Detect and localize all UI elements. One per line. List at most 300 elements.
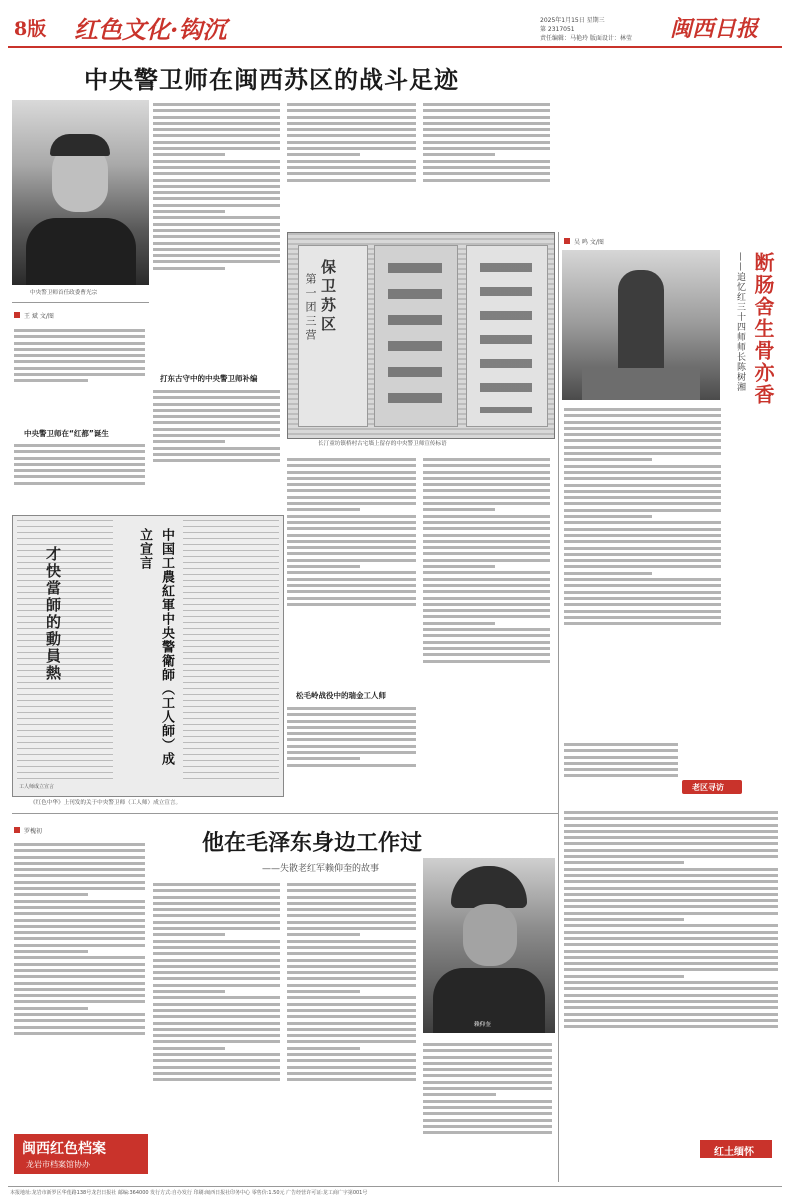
text-line xyxy=(14,354,145,357)
text-line xyxy=(564,762,678,765)
text-line xyxy=(564,559,721,562)
text-line xyxy=(14,931,145,934)
text-line xyxy=(423,1119,552,1122)
text-line xyxy=(287,527,416,530)
text-line xyxy=(423,153,495,156)
text-line xyxy=(564,950,778,953)
text-line xyxy=(14,874,145,877)
text-line xyxy=(153,122,280,125)
text-line xyxy=(423,1068,552,1071)
slogan-photo-caption: 长汀童坊镇桥村古宅墙上留存的中央警卫师宣传标语 xyxy=(318,441,447,447)
memorial-photo xyxy=(562,250,720,400)
text-line xyxy=(14,849,145,852)
footer-text: 本报地址:龙岩市新罗区华莲路138号龙岩日报社 邮编:364000 发行方式:自办发行 印刷:闽西日报社印务中心 零售价:1.50元 广告经营许可证:龙工商广字第001号 xyxy=(10,1190,368,1196)
text-line xyxy=(14,348,145,351)
text-line xyxy=(564,774,678,777)
text-line xyxy=(287,179,416,182)
text-line xyxy=(287,508,360,511)
text-line xyxy=(287,751,416,754)
text-line xyxy=(14,956,145,959)
text-line xyxy=(564,893,778,896)
text-line xyxy=(287,1034,416,1037)
scan-right-column xyxy=(183,520,279,780)
text-line xyxy=(287,908,416,911)
memory-badge xyxy=(700,1140,772,1158)
text-line xyxy=(153,147,280,150)
text-line xyxy=(153,927,280,930)
scan-headline: 中国工農紅軍中央警衛師（工人師）成立宣言 xyxy=(137,528,174,766)
text-line xyxy=(153,1015,280,1018)
text-line xyxy=(287,597,416,600)
text-line xyxy=(287,147,416,150)
text-line xyxy=(14,893,88,896)
text-line xyxy=(564,842,778,845)
article1-col3-text-c xyxy=(287,704,419,799)
text-line xyxy=(287,141,416,144)
text-line xyxy=(564,496,721,499)
text-line xyxy=(564,912,778,915)
text-line xyxy=(423,660,550,663)
text-line xyxy=(287,477,416,480)
text-line xyxy=(564,743,678,746)
text-line xyxy=(423,471,550,474)
text-line xyxy=(153,1040,280,1043)
article1-col1-text xyxy=(14,326,148,418)
text-line xyxy=(153,141,280,144)
text-line xyxy=(287,515,416,518)
text-line xyxy=(423,571,550,574)
text-line xyxy=(287,1066,416,1069)
footer-rule xyxy=(8,1186,782,1187)
text-line xyxy=(564,465,721,468)
text-line xyxy=(564,534,721,537)
text-line xyxy=(423,1081,552,1084)
text-line xyxy=(153,421,280,424)
soldier-photo xyxy=(423,858,555,1033)
slogan-line-2: 第一团三营 xyxy=(304,273,317,343)
text-line xyxy=(423,540,550,543)
article1-col4-text-b xyxy=(423,455,553,765)
text-line xyxy=(14,342,145,345)
text-line xyxy=(153,428,280,431)
text-line xyxy=(153,242,280,245)
text-line xyxy=(423,1112,552,1115)
text-line xyxy=(287,902,416,905)
text-line xyxy=(153,984,280,987)
text-line xyxy=(153,940,280,943)
text-line xyxy=(564,874,778,877)
text-line xyxy=(153,390,280,393)
text-line xyxy=(287,116,416,119)
text-line xyxy=(287,1015,416,1018)
text-line xyxy=(564,414,721,417)
text-line xyxy=(287,1040,416,1043)
text-line xyxy=(423,147,550,150)
text-line xyxy=(14,1000,145,1003)
text-line xyxy=(564,502,721,505)
text-line xyxy=(14,1032,145,1035)
article3-col1-text xyxy=(14,840,148,1130)
text-line xyxy=(287,552,416,555)
text-line xyxy=(14,975,145,978)
page-number: 8版 xyxy=(14,18,47,40)
scan-left-column xyxy=(17,520,113,780)
text-line xyxy=(153,908,280,911)
text-line xyxy=(153,134,280,137)
text-line xyxy=(564,446,721,449)
text-line xyxy=(423,1093,496,1096)
text-line xyxy=(564,981,778,984)
text-line xyxy=(423,559,550,562)
archive-badge-title: 闽西红色档案 xyxy=(22,1141,106,1157)
text-line xyxy=(287,984,416,987)
text-line xyxy=(14,329,145,332)
text-line xyxy=(564,540,721,543)
text-line xyxy=(564,616,721,619)
text-line xyxy=(153,434,280,437)
text-line xyxy=(287,172,416,175)
text-line xyxy=(287,502,416,505)
text-line xyxy=(564,477,721,480)
text-line xyxy=(287,952,416,955)
text-line xyxy=(153,902,280,905)
text-line xyxy=(14,1013,145,1016)
text-line xyxy=(14,457,145,460)
editors-line: 责任编辑：马艳玲 版面设计：林莹 xyxy=(540,35,632,42)
article2-text-c xyxy=(564,808,782,1138)
text-line xyxy=(287,713,416,716)
text-line xyxy=(287,134,416,137)
text-line xyxy=(153,248,280,251)
text-line xyxy=(287,726,416,729)
article3-col4-text xyxy=(423,1040,555,1185)
article1-col2-text xyxy=(153,100,283,355)
text-line xyxy=(287,732,416,735)
text-line xyxy=(564,861,684,864)
article1-col2-text-b xyxy=(153,387,283,507)
text-line xyxy=(564,553,721,556)
text-line xyxy=(287,109,416,112)
text-line xyxy=(14,963,145,966)
revisit-badge xyxy=(682,780,742,794)
text-line xyxy=(287,959,416,962)
text-line xyxy=(423,647,550,650)
text-line xyxy=(153,396,280,399)
text-line xyxy=(153,914,280,917)
article2-title: 断肠舍生骨亦香 xyxy=(751,252,775,406)
text-line xyxy=(287,160,416,163)
text-line xyxy=(564,811,778,814)
text-line xyxy=(287,540,416,543)
text-line xyxy=(423,109,550,112)
text-line xyxy=(423,609,550,612)
text-line xyxy=(153,254,280,257)
article1-col3-text xyxy=(287,100,419,228)
slogan-brush-mid xyxy=(388,263,442,413)
scan-side-headline: 才快當師的動員熱 xyxy=(44,546,62,682)
text-line xyxy=(287,578,416,581)
newspaper-scan xyxy=(12,515,284,797)
soldier-cap xyxy=(451,866,527,908)
text-line xyxy=(564,987,778,990)
text-line xyxy=(287,496,416,499)
text-line xyxy=(153,191,280,194)
archive-badge-sub: 龙岩市档案馆协办 xyxy=(26,1160,90,1169)
portrait-coat xyxy=(26,218,136,285)
text-line xyxy=(153,1072,280,1075)
article1-col1-text-b xyxy=(14,441,148,507)
text-line xyxy=(153,990,225,993)
text-line xyxy=(287,153,360,156)
text-line xyxy=(423,565,495,568)
text-line xyxy=(287,946,416,949)
text-line xyxy=(564,458,652,461)
text-line xyxy=(14,475,145,478)
text-line xyxy=(153,965,280,968)
text-line xyxy=(153,459,280,462)
article1-subhead-1: 中央警卫师在“红都”诞生 xyxy=(24,429,109,438)
text-line xyxy=(14,482,145,485)
text-line xyxy=(287,914,416,917)
text-line xyxy=(153,185,280,188)
text-line xyxy=(287,940,416,943)
text-line xyxy=(153,921,280,924)
text-line xyxy=(287,1028,416,1031)
archive-badge xyxy=(14,1134,148,1174)
article2-text-b xyxy=(564,740,680,800)
text-line xyxy=(564,547,721,550)
text-line xyxy=(423,622,495,625)
text-line xyxy=(287,571,416,574)
text-line xyxy=(423,489,550,492)
text-line xyxy=(14,994,145,997)
text-line xyxy=(14,969,145,972)
text-line xyxy=(153,883,280,886)
text-line xyxy=(564,408,721,411)
text-line xyxy=(287,921,416,924)
newspaper-scan-caption: 《红色中华》上刊发的关于中央警卫师（工人师）成立宣言。 xyxy=(30,800,182,806)
text-line xyxy=(423,534,550,537)
text-line xyxy=(564,756,678,759)
text-line xyxy=(153,440,225,443)
masthead xyxy=(0,0,790,46)
section-divider xyxy=(12,813,558,814)
text-line xyxy=(564,830,778,833)
text-line xyxy=(423,483,550,486)
text-line xyxy=(287,559,416,562)
text-line xyxy=(564,849,778,852)
text-line xyxy=(153,128,280,131)
text-line xyxy=(14,912,145,915)
text-line xyxy=(287,1059,416,1062)
text-line xyxy=(564,937,778,940)
text-line xyxy=(153,403,280,406)
text-line xyxy=(287,1047,360,1050)
text-line xyxy=(564,622,721,625)
text-line xyxy=(564,1013,778,1016)
text-line xyxy=(423,1074,552,1077)
text-line xyxy=(153,896,280,899)
article1-col4-text xyxy=(423,100,553,228)
text-line xyxy=(564,1000,778,1003)
text-line xyxy=(564,439,721,442)
text-line xyxy=(564,824,778,827)
text-line xyxy=(423,502,550,505)
text-line xyxy=(14,367,145,370)
text-line xyxy=(153,996,280,999)
text-line xyxy=(423,477,550,480)
text-line xyxy=(287,166,416,169)
text-line xyxy=(423,1087,552,1090)
text-line xyxy=(423,116,550,119)
soldier-face xyxy=(463,904,517,966)
text-line xyxy=(153,235,280,238)
text-line xyxy=(287,546,416,549)
masthead-rule xyxy=(8,46,782,48)
text-line xyxy=(423,496,550,499)
text-line xyxy=(153,1022,280,1025)
article1-title: 中央警卫师在闽西苏区的战斗足迹 xyxy=(84,66,459,94)
text-line xyxy=(153,103,280,106)
text-line xyxy=(287,977,416,980)
text-line xyxy=(14,950,88,953)
article1-byline: 王 斌 文/图 xyxy=(24,313,54,320)
text-line xyxy=(153,1059,280,1062)
text-line xyxy=(153,210,225,213)
text-line xyxy=(423,134,550,137)
text-line xyxy=(423,552,550,555)
text-line xyxy=(153,204,280,207)
text-line xyxy=(423,172,550,175)
article1-subhead-3: 松毛岭战役中的瑞金工人师 xyxy=(296,691,386,700)
text-line xyxy=(14,463,145,466)
text-line xyxy=(423,1062,552,1065)
text-line xyxy=(423,603,550,606)
text-line xyxy=(564,994,778,997)
text-line xyxy=(423,141,550,144)
text-line xyxy=(153,1066,280,1069)
text-line xyxy=(564,962,778,965)
text-line xyxy=(14,450,145,453)
text-line xyxy=(423,508,495,511)
text-line xyxy=(153,109,280,112)
text-line xyxy=(564,931,778,934)
text-line xyxy=(423,597,550,600)
text-line xyxy=(14,1019,145,1022)
text-line xyxy=(14,1026,145,1029)
text-line xyxy=(423,641,550,644)
text-line xyxy=(14,900,145,903)
text-line xyxy=(564,452,721,455)
text-line xyxy=(423,160,550,163)
text-line xyxy=(287,590,416,593)
article3-col3-text xyxy=(287,880,419,1185)
text-line xyxy=(564,565,721,568)
text-line xyxy=(153,160,280,163)
text-line xyxy=(153,415,280,418)
text-line xyxy=(564,471,721,474)
article2-text-a xyxy=(564,405,724,735)
text-line xyxy=(287,965,416,968)
text-line xyxy=(287,707,416,710)
text-line xyxy=(564,521,721,524)
text-line xyxy=(423,1043,552,1046)
text-line xyxy=(564,968,778,971)
text-line xyxy=(423,464,550,467)
text-line xyxy=(153,977,280,980)
text-line xyxy=(287,996,416,999)
slogan-brush-right xyxy=(480,263,532,413)
text-line xyxy=(14,843,145,846)
text-line xyxy=(423,615,550,618)
text-line xyxy=(153,453,280,456)
soldier-photo-caption: 赖仰奎 xyxy=(474,1022,491,1028)
text-line xyxy=(153,1003,280,1006)
text-line xyxy=(14,982,145,985)
text-line xyxy=(287,603,416,606)
text-line xyxy=(564,610,721,613)
text-line xyxy=(287,489,416,492)
thin-rule xyxy=(12,302,149,303)
text-line xyxy=(287,889,416,892)
text-line xyxy=(153,1053,280,1056)
text-line xyxy=(287,565,360,568)
text-line xyxy=(287,990,360,993)
text-line xyxy=(423,521,550,524)
text-line xyxy=(564,490,721,493)
text-line xyxy=(564,484,721,487)
text-line xyxy=(287,883,416,886)
text-line xyxy=(287,471,416,474)
text-line xyxy=(14,1007,88,1010)
text-line xyxy=(564,597,721,600)
text-line xyxy=(564,1025,778,1028)
text-line xyxy=(564,603,721,606)
text-line xyxy=(153,1078,280,1081)
text-line xyxy=(564,421,721,424)
text-line xyxy=(287,1072,416,1075)
text-line xyxy=(153,889,280,892)
text-line xyxy=(423,590,550,593)
text-line xyxy=(287,534,416,537)
memorial-base xyxy=(582,368,700,400)
article3-title: 他在毛泽东身边工作过 xyxy=(202,831,423,856)
text-line xyxy=(423,634,550,637)
text-line xyxy=(423,179,550,182)
text-line xyxy=(153,223,280,226)
text-line xyxy=(14,944,145,947)
text-line xyxy=(564,887,778,890)
byline-marker-2 xyxy=(564,238,570,244)
text-line xyxy=(287,483,416,486)
text-line xyxy=(287,757,360,760)
text-line xyxy=(564,1006,778,1009)
text-line xyxy=(153,197,280,200)
text-line xyxy=(564,880,778,883)
text-line xyxy=(14,856,145,859)
article2-byline: 吴 鸣 文/图 xyxy=(574,239,604,246)
text-line xyxy=(14,887,145,890)
byline-marker-3 xyxy=(14,827,20,833)
text-line xyxy=(564,427,721,430)
text-line xyxy=(423,1049,552,1052)
text-line xyxy=(564,836,778,839)
text-line xyxy=(287,103,416,106)
date-line: 2025年1月15日 星期三 xyxy=(540,17,605,24)
text-line xyxy=(423,122,550,125)
text-line xyxy=(153,1009,280,1012)
text-line xyxy=(14,919,145,922)
